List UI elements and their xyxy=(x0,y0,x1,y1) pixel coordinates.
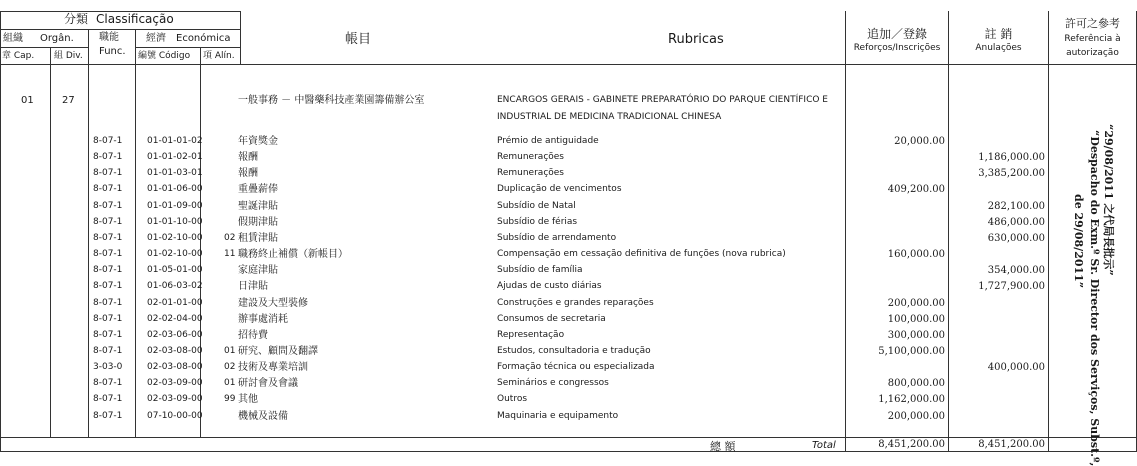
row-reinforce: 409,200.00 xyxy=(887,184,945,195)
group-div: 27 xyxy=(62,95,75,106)
row-code: 01-01-03-01 xyxy=(147,168,203,178)
row-func: 8-07-1 xyxy=(93,184,123,194)
header-cancel-cjk: 註 銷 xyxy=(984,27,1013,41)
row-alin: 02 xyxy=(224,233,236,243)
row-func: 8-07-1 xyxy=(93,136,123,146)
row-func: 8-07-1 xyxy=(93,168,123,178)
row-reinforce: 200,000.00 xyxy=(887,298,945,309)
row-func: 8-07-1 xyxy=(93,346,123,356)
rule xyxy=(135,29,136,437)
authorization-line3: de 29/08/2011” xyxy=(1072,194,1085,289)
row-cancel: 1,186,000.00 xyxy=(978,152,1045,163)
row-reinforce: 1,162,000.00 xyxy=(878,394,945,405)
row-item: Remunerações xyxy=(497,152,564,162)
row-cancel: 486,000.00 xyxy=(987,217,1045,228)
row-alin: 99 xyxy=(224,394,236,404)
header-organ-cjk: 組織 xyxy=(3,33,23,44)
row-func: 8-07-1 xyxy=(93,249,123,259)
row-item-cjk: 技術及專業培訓 xyxy=(238,362,308,373)
row-func: 8-07-1 xyxy=(93,152,123,162)
header-econ-cjk: 經濟 xyxy=(146,33,166,44)
row-item-cjk: 建設及大型裝修 xyxy=(238,298,308,309)
row-code: 02-03-08-00 xyxy=(147,362,203,372)
rule xyxy=(0,47,88,48)
row-code: 01-01-06-00 xyxy=(147,184,203,194)
row-item: Duplicação de vencimentos xyxy=(497,184,622,194)
row-func: 8-07-1 xyxy=(93,330,123,340)
row-item-cjk: 研究、顧問及翻譯 xyxy=(238,346,318,357)
header-func-cjk: 職能 xyxy=(99,32,119,43)
group-name-line2: INDUSTRIAL DE MEDICINA TRADICIONAL CHINESA xyxy=(497,112,722,122)
row-func: 8-07-1 xyxy=(93,298,123,308)
header-cancel: Anulações xyxy=(975,43,1022,53)
row-alin: 02 xyxy=(224,362,236,372)
row-cancel: 282,100.00 xyxy=(987,201,1045,212)
row-code: 01-01-01-02 xyxy=(147,136,203,146)
row-func: 8-07-1 xyxy=(93,233,123,243)
header-alin: 項 Alín. xyxy=(203,51,235,61)
row-item-cjk: 日津貼 xyxy=(238,281,268,292)
row-cancel: 354,000.00 xyxy=(987,265,1045,276)
row-func: 8-07-1 xyxy=(93,217,123,227)
header-ref-cjk: 許可之參考 xyxy=(1065,17,1120,30)
row-item: Seminários e congressos xyxy=(497,378,609,388)
rule xyxy=(0,29,240,30)
rule xyxy=(135,47,240,48)
rule xyxy=(948,11,949,451)
rule xyxy=(0,11,1,451)
row-item: Outros xyxy=(497,394,528,404)
row-func: 8-07-1 xyxy=(93,281,123,291)
row-code: 01-02-10-00 xyxy=(147,249,203,259)
row-func: 8-07-1 xyxy=(93,314,123,324)
row-item: Subsídio de Natal xyxy=(497,201,576,211)
row-code: 02-01-01-00 xyxy=(147,298,203,308)
row-item-cjk: 其他 xyxy=(238,394,258,405)
row-code: 01-02-10-00 xyxy=(147,233,203,243)
group-name-cjk: 一般事務 － 中醫藥科技產業園籌備辦公室 xyxy=(238,95,425,106)
row-func: 8-07-1 xyxy=(93,378,123,388)
bottom-rule xyxy=(0,451,1137,452)
row-item-cjk: 研討會及會議 xyxy=(238,378,298,389)
row-reinforce: 300,000.00 xyxy=(887,330,945,341)
header-ref-line1: Referência à xyxy=(1064,34,1121,44)
row-item-cjk: 報酬 xyxy=(238,152,258,163)
row-item-cjk: 招待費 xyxy=(238,330,268,341)
row-item-cjk: 年資獎金 xyxy=(238,136,278,147)
row-code: 02-03-06-00 xyxy=(147,330,203,340)
rule xyxy=(1048,11,1049,451)
row-reinforce: 100,000.00 xyxy=(887,314,945,325)
row-code: 02-03-08-00 xyxy=(147,346,203,356)
row-code: 01-06-03-02 xyxy=(147,281,203,291)
row-item: Estudos, consultadoria e tradução xyxy=(497,346,651,356)
header-classification-cjk: 分類 xyxy=(64,12,89,26)
row-code: 01-01-02-01 xyxy=(147,152,203,162)
row-item: Ajudas de custo diárias xyxy=(497,281,602,291)
row-func: 8-07-1 xyxy=(93,265,123,275)
rule xyxy=(50,47,51,437)
row-cancel: 400,000.00 xyxy=(987,362,1045,373)
row-func: 8-07-1 xyxy=(93,201,123,211)
header-reinforce-cjk: 追加／登錄 xyxy=(866,27,927,41)
header-items: Rubricas xyxy=(668,32,724,47)
row-item-cjk: 辦事處消耗 xyxy=(238,314,288,325)
total-rule xyxy=(0,437,1137,438)
header-items-cjk: 帳目 xyxy=(345,32,372,47)
authorization-line1: “29/08/2011 之代局長批示” xyxy=(1102,124,1115,276)
authorization-note xyxy=(1055,110,1125,466)
total-reinforce: 8,451,200.00 xyxy=(878,439,945,450)
group-name-line1: ENCARGOS GERAIS - GABINETE PREPARATÓRIO DO PARQUE CIENTÍFICO E xyxy=(497,95,828,105)
row-cancel: 1,727,900.00 xyxy=(978,281,1045,292)
header-rule xyxy=(0,64,1137,65)
header-classification: Classificação xyxy=(96,12,174,26)
row-code: 01-01-10-00 xyxy=(147,217,203,227)
row-item: Formação técnica ou especializada xyxy=(497,362,655,372)
row-alin: 01 xyxy=(224,378,236,388)
authorization-line2: “Despacho do Exm.º Sr. Director dos Serviços, Subst.º, xyxy=(1088,130,1101,466)
row-code: 01-01-09-00 xyxy=(147,201,203,211)
row-reinforce: 5,100,000.00 xyxy=(878,346,945,357)
row-item: Maquinaria e equipamento xyxy=(497,411,619,421)
header-organ: Orgân. xyxy=(40,33,74,44)
total-label-cjk: 總 額 xyxy=(710,440,736,453)
row-cancel: 630,000.00 xyxy=(987,233,1045,244)
row-code: 02-03-09-00 xyxy=(147,378,203,388)
row-item: Consumos de secretaria xyxy=(497,314,606,324)
row-reinforce: 20,000.00 xyxy=(894,136,945,147)
rule xyxy=(240,11,241,64)
row-item-cjk: 假期津貼 xyxy=(238,217,278,228)
row-item-cjk: 職務終止補償（新帳目） xyxy=(238,249,348,260)
row-item-cjk: 報酬 xyxy=(238,168,258,179)
header-econ: Económica xyxy=(176,33,231,44)
row-item-cjk: 聖誕津貼 xyxy=(238,201,278,212)
row-func: 8-07-1 xyxy=(93,394,123,404)
header-ref-line2: autorização xyxy=(1066,48,1119,58)
row-item-cjk: 租賃津貼 xyxy=(238,233,278,244)
row-item: Compensação em cessação definitiva de funções (nova rubrica) xyxy=(497,249,786,259)
row-item: Subsídio de família xyxy=(497,265,583,275)
row-code: 01-05-01-00 xyxy=(147,265,203,275)
row-alin: 01 xyxy=(224,346,236,356)
row-item: Subsídio de férias xyxy=(497,217,578,227)
group-cap: 01 xyxy=(21,95,34,106)
row-item: Representação xyxy=(497,330,565,340)
row-item: Construções e grandes reparações xyxy=(497,298,654,308)
total-label: Total xyxy=(812,440,836,451)
rule xyxy=(88,29,89,437)
row-func: 8-07-1 xyxy=(93,411,123,421)
total-cancel: 8,451,200.00 xyxy=(978,439,1045,450)
row-item: Remunerações xyxy=(497,168,564,178)
header-code: 編號 Código xyxy=(138,51,191,61)
row-alin: 11 xyxy=(224,249,236,259)
row-item-cjk: 重疊薪俸 xyxy=(238,184,278,195)
header-reinforce: Reforços/Inscrições xyxy=(853,43,941,53)
row-reinforce: 800,000.00 xyxy=(887,378,945,389)
row-item: Subsídio de arrendamento xyxy=(497,233,617,243)
row-item-cjk: 家庭津貼 xyxy=(238,265,278,276)
row-item-cjk: 機械及設備 xyxy=(238,411,288,422)
header-div: 組 Div. xyxy=(54,51,83,61)
row-reinforce: 200,000.00 xyxy=(887,411,945,422)
row-code: 02-03-09-00 xyxy=(147,394,203,404)
row-item: Prémio de antiguidade xyxy=(497,136,599,146)
row-code: 07-10-00-00 xyxy=(147,411,203,421)
row-cancel: 3,385,200.00 xyxy=(978,168,1045,179)
header-cap: 章 Cap. xyxy=(2,51,35,61)
row-reinforce: 160,000.00 xyxy=(887,249,945,260)
row-func: 3-03-0 xyxy=(93,362,123,372)
header-func: Func. xyxy=(99,46,126,57)
row-code: 02-02-04-00 xyxy=(147,314,203,324)
